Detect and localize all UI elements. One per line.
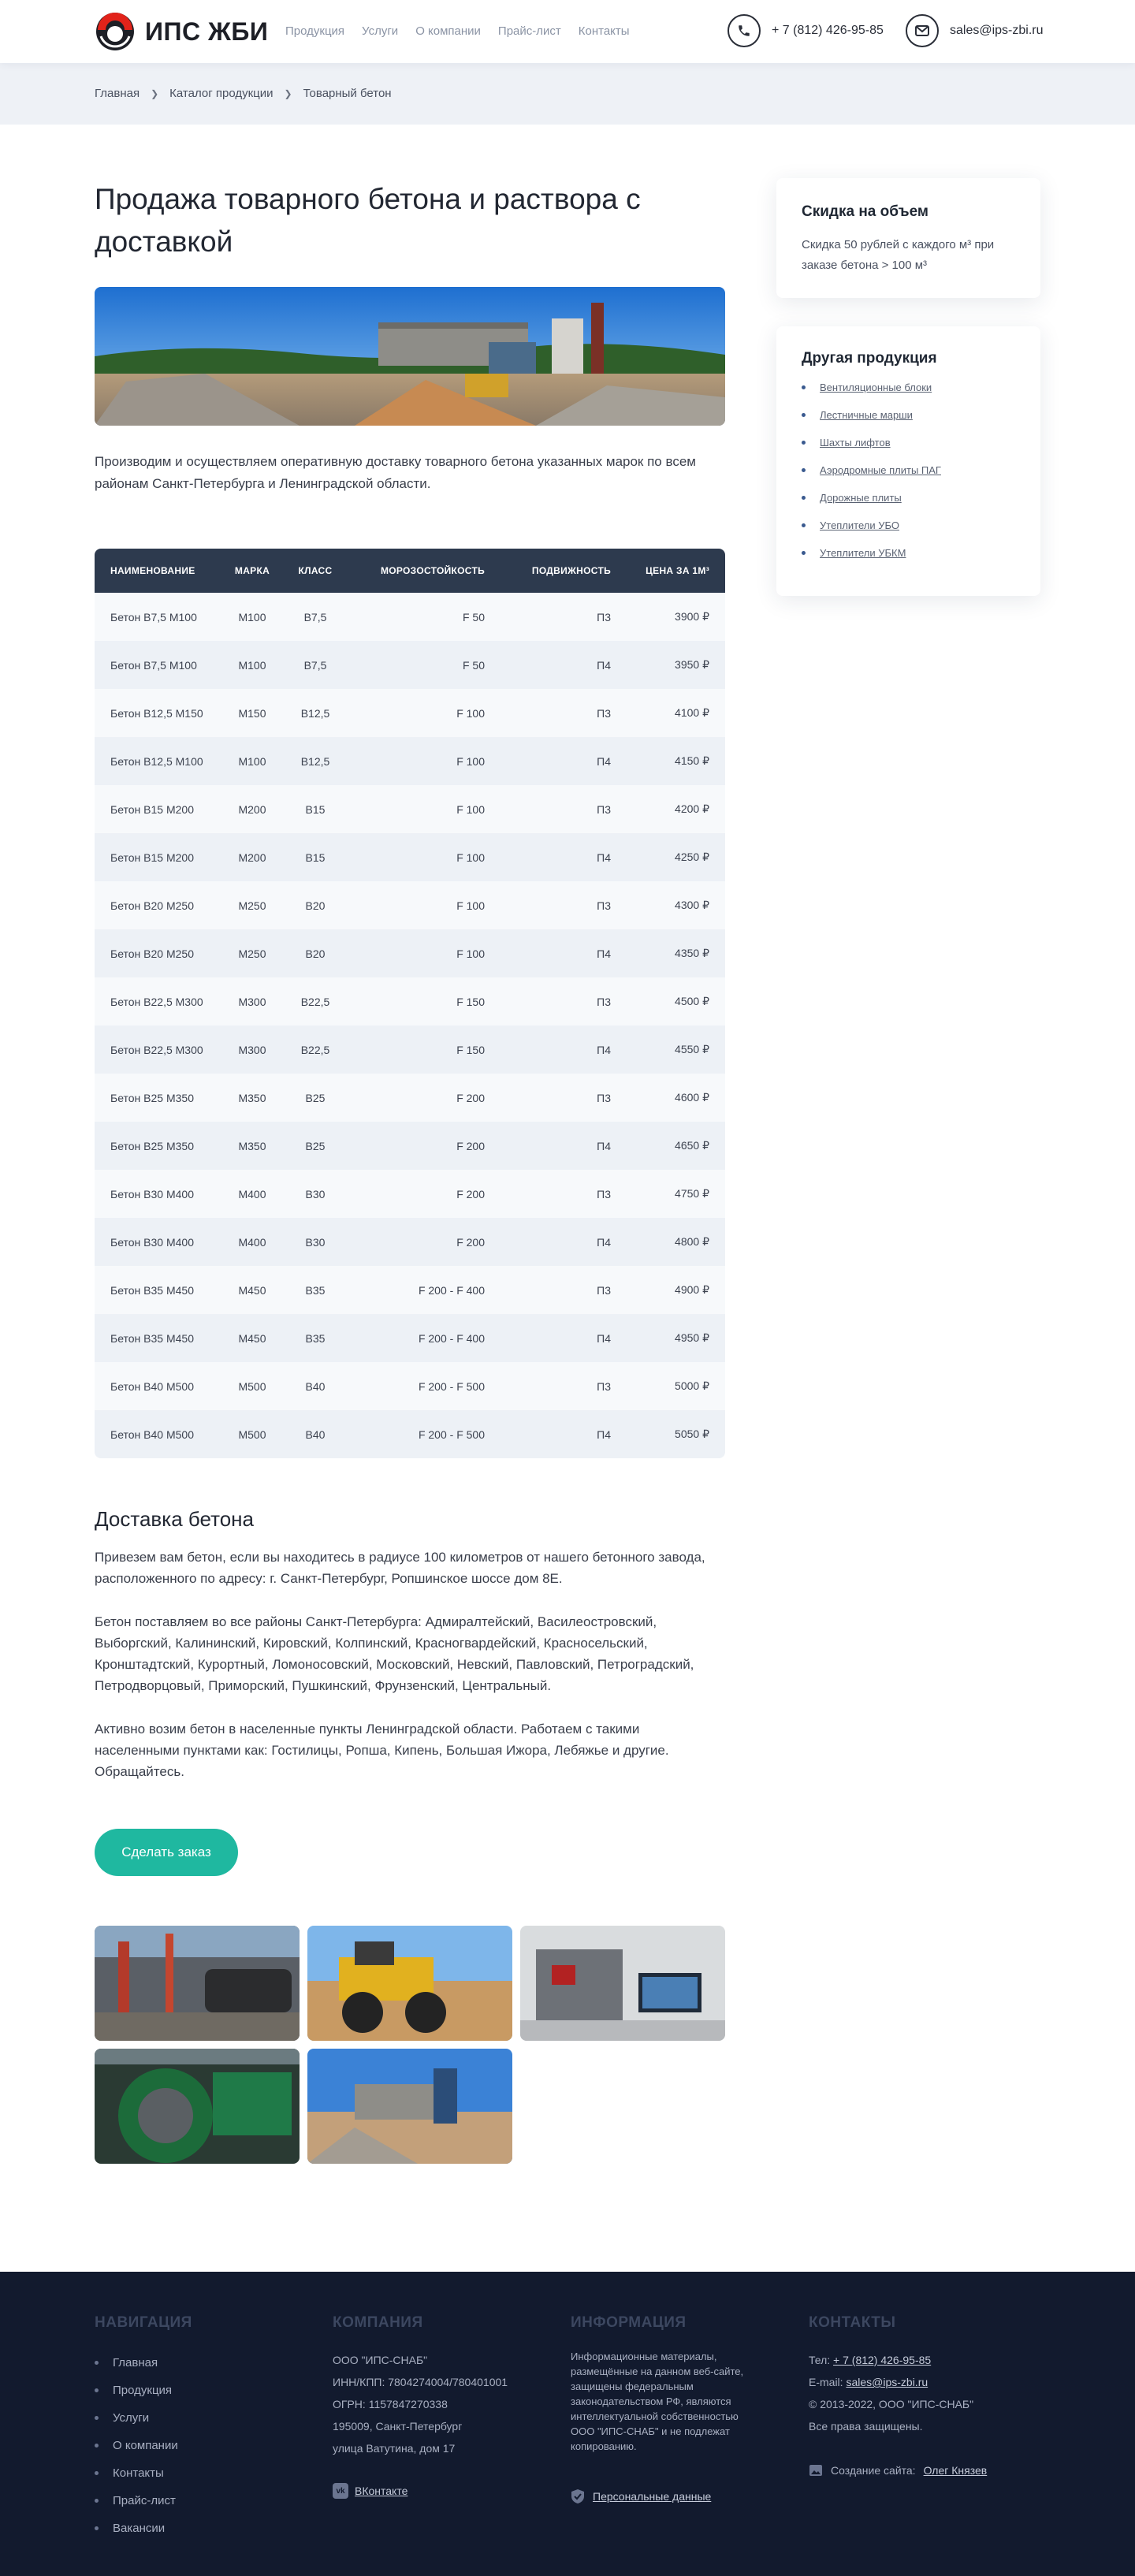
footer-company-title: КОМПАНИЯ — [333, 2314, 423, 2331]
cell-class: В25 — [305, 1139, 326, 1152]
cell-name: Бетон В35 М450 — [110, 1331, 194, 1345]
nav-item-services[interactable]: Услуги — [362, 24, 399, 38]
cell-name: Бетон В15 М200 — [110, 802, 194, 816]
table-row — [95, 1362, 725, 1410]
list-item[interactable] — [802, 456, 1015, 484]
cell-mobility: П4 — [597, 1043, 611, 1056]
cell-mobility: П4 — [597, 1331, 611, 1345]
cell-class: В22,5 — [300, 1043, 330, 1056]
cell-grade: М200 — [238, 802, 266, 816]
cell-name: Бетон В22,5 М300 — [110, 995, 203, 1008]
shield-icon — [571, 2489, 585, 2504]
bullet-icon — [802, 385, 806, 389]
site-credit-link[interactable]: Олег Князев — [923, 2464, 988, 2477]
hero-image — [95, 287, 725, 426]
breadcrumb-home[interactable]: Главная — [95, 87, 140, 100]
bullet-icon — [802, 413, 806, 417]
cell-grade: М350 — [238, 1091, 266, 1104]
footer-nav-item[interactable] — [95, 2377, 192, 2404]
product-link[interactable]: Шахты лифтов — [820, 437, 891, 449]
logo[interactable] — [95, 11, 268, 52]
table-row — [95, 641, 725, 689]
order-button[interactable]: Сделать заказ — [95, 1829, 238, 1876]
cell-frost: F 100 — [456, 947, 485, 960]
footer-nav-item[interactable] — [95, 2432, 192, 2459]
footer-nav-item[interactable] — [95, 2349, 192, 2377]
bullet-icon — [95, 2471, 99, 2475]
cell-mobility: П3 — [597, 995, 611, 1008]
cell-class: В7,5 — [303, 658, 327, 672]
table-row — [95, 1314, 725, 1362]
list-item[interactable] — [802, 429, 1015, 456]
cell-name: Бетон В25 М350 — [110, 1091, 194, 1104]
bullet-icon — [95, 2416, 99, 2420]
footer-nav-label: О компании — [113, 2439, 178, 2452]
product-link[interactable]: Вентиляционные блоки — [820, 382, 932, 393]
site-header — [0, 0, 1135, 63]
personal-data-text: Персональные данные — [593, 2490, 712, 2503]
nav-item-pricelist[interactable]: Прайс-лист — [497, 24, 561, 38]
image-icon — [809, 2464, 823, 2477]
other-products-card — [776, 326, 1040, 596]
cell-frost: F 50 — [462, 658, 485, 672]
col-header-price: ЦЕНА ЗА 1М³ — [646, 565, 709, 576]
company-address-city: 195009, Санкт-Петербург — [333, 2420, 463, 2433]
product-link[interactable]: Утеплители УБКМ — [820, 547, 906, 559]
cell-frost: F 100 — [456, 706, 485, 720]
gallery-photo[interactable] — [95, 2049, 300, 2164]
cell-class: В22,5 — [300, 995, 330, 1008]
table-row — [95, 929, 725, 977]
cell-price: 5000 ₽ — [675, 1379, 709, 1392]
table-row — [95, 689, 725, 737]
other-products-list — [802, 374, 1015, 567]
table-row — [95, 1074, 725, 1122]
cell-name: Бетон В40 М500 — [110, 1428, 194, 1441]
vk-icon: vk — [333, 2483, 348, 2499]
cell-grade: М100 — [238, 658, 266, 672]
vk-link[interactable] — [333, 2480, 545, 2502]
table-row — [95, 1122, 725, 1170]
chevron-right-icon: ❯ — [284, 87, 292, 99]
cell-class: В7,5 — [303, 610, 327, 624]
breadcrumb-current: Товарный бетон — [303, 87, 392, 100]
company-ogrn: ОГРН: 1157847270338 — [333, 2398, 448, 2410]
cell-frost: F 100 — [456, 851, 485, 864]
col-header-mobility: ПОДВИЖНОСТЬ — [531, 565, 611, 576]
footer-nav-label: Продукция — [113, 2384, 173, 2397]
cell-mobility: П4 — [597, 851, 611, 864]
header-phone[interactable] — [728, 14, 884, 47]
company-address-street: улица Ватутина, дом 17 — [333, 2442, 456, 2455]
site-credit — [809, 2459, 1037, 2481]
cell-name: Бетон В22,5 М300 — [110, 1043, 203, 1056]
phone-icon — [728, 14, 761, 47]
bullet-icon — [802, 496, 806, 500]
footer-phone-label: Тел: — [809, 2354, 831, 2366]
cell-price: 4900 ₽ — [675, 1283, 709, 1296]
cell-price: 5050 ₽ — [675, 1428, 709, 1440]
cell-mobility: П4 — [597, 1428, 611, 1441]
cell-frost: F 200 — [456, 1235, 485, 1249]
gallery-photo[interactable] — [520, 1926, 725, 2041]
cell-class: В25 — [305, 1091, 326, 1104]
col-header-frost: МОРОЗОСТОЙКОСТЬ — [380, 565, 485, 576]
product-link[interactable]: Аэродромные плиты ПАГ — [820, 464, 941, 476]
table-row — [95, 833, 725, 881]
breadcrumb-catalog[interactable]: Каталог продукции — [169, 87, 274, 100]
cell-class: В35 — [305, 1331, 326, 1345]
company-inn: ИНН/КПП: 7804274004/780401001 — [333, 2376, 508, 2388]
cell-grade: М150 — [238, 706, 266, 720]
footer-phone-link[interactable]: + 7 (812) 426-95-85 — [833, 2354, 932, 2366]
cell-name: Бетон В30 М400 — [110, 1235, 194, 1249]
table-body — [95, 593, 725, 1458]
footer-nav-label: Контакты — [113, 2466, 164, 2480]
personal-data-link[interactable] — [571, 2485, 764, 2507]
cell-class: В35 — [305, 1283, 326, 1297]
cell-grade: М450 — [238, 1331, 266, 1345]
logo-icon — [95, 11, 136, 52]
cell-name: Бетон В12,5 М100 — [110, 754, 203, 768]
cell-name: Бетон В15 М200 — [110, 851, 194, 864]
cell-frost: F 150 — [456, 995, 485, 1008]
footer-email-link[interactable]: sales@ips-zbi.ru — [846, 2376, 928, 2388]
bullet-icon — [802, 441, 806, 445]
nav-item-products[interactable]: Продукция — [285, 24, 345, 38]
cell-mobility: П4 — [597, 658, 611, 672]
cell-class: В40 — [305, 1428, 326, 1441]
cell-price: 4300 ₽ — [675, 899, 709, 911]
bullet-icon — [95, 2444, 99, 2448]
product-link[interactable]: Дорожные плиты — [820, 492, 902, 504]
footer-info-column — [571, 2314, 764, 2507]
footer-nav-item[interactable] — [95, 2487, 192, 2515]
header-phone-text: + 7 (812) 426-95-85 — [772, 24, 884, 37]
cell-frost: F 100 — [456, 754, 485, 768]
cell-grade: М500 — [238, 1428, 266, 1441]
cell-class: В30 — [305, 1187, 326, 1201]
cell-name: Бетон В35 М450 — [110, 1283, 194, 1297]
cell-grade: М400 — [238, 1235, 266, 1249]
table-row — [95, 881, 725, 929]
footer-info-title: ИНФОРМАЦИЯ — [571, 2314, 687, 2331]
delivery-title: Доставка бетона — [95, 1507, 254, 1531]
cell-mobility: П3 — [597, 1091, 611, 1104]
site-footer — [0, 2272, 1135, 2576]
cell-mobility: П3 — [597, 899, 611, 912]
footer-contacts-title: КОНТАКТЫ — [809, 2314, 896, 2331]
cell-price: 4150 ₽ — [675, 754, 709, 767]
footer-nav-label: Прайс-лист — [113, 2494, 176, 2507]
header-email[interactable] — [906, 14, 1044, 47]
product-link[interactable]: Лестничные марши — [820, 409, 913, 421]
table-row — [95, 737, 725, 785]
table-row — [95, 1170, 725, 1218]
cell-price: 4550 ₽ — [675, 1043, 709, 1055]
cell-class: В20 — [305, 899, 326, 912]
cell-grade: М450 — [238, 1283, 266, 1297]
bullet-icon — [802, 551, 806, 555]
col-header-class: КЛАСС — [298, 565, 333, 576]
nav-item-contacts[interactable]: Контакты — [578, 24, 630, 38]
footer-nav-item[interactable] — [95, 2459, 192, 2487]
cell-price: 4500 ₽ — [675, 995, 709, 1007]
delivery-region-paragraph: Активно возим бетон в населенные пункты Ленинградской области. Работаем с такими населенными пунктами как: Гостилицы, Ропша, Кипень, Большая Ижора, Лебяжье и другие. Обращайтесь. — [95, 1722, 669, 1779]
cell-frost: F 100 — [456, 899, 485, 912]
header-email-text: sales@ips-zbi.ru — [950, 24, 1044, 37]
cell-frost: F 100 — [456, 802, 485, 816]
table-row — [95, 593, 725, 641]
table-header-row — [95, 549, 725, 593]
table-row — [95, 1218, 725, 1266]
cell-price: 3900 ₽ — [675, 610, 709, 623]
list-item[interactable] — [802, 401, 1015, 429]
table-row — [95, 1266, 725, 1314]
gallery-photo[interactable] — [307, 2049, 512, 2164]
breadcrumb-bar — [0, 63, 1135, 125]
cell-name: Бетон В20 М250 — [110, 947, 194, 960]
cell-frost: F 200 — [456, 1139, 485, 1152]
cell-price: 4650 ₽ — [675, 1139, 709, 1152]
bullet-icon — [802, 523, 806, 527]
cell-price: 4750 ₽ — [675, 1187, 709, 1200]
cell-mobility: П4 — [597, 754, 611, 768]
bullet-icon — [95, 2388, 99, 2392]
cell-mobility: П3 — [597, 1187, 611, 1201]
footer-rights: Все права защищены. — [809, 2420, 923, 2433]
cell-frost: F 150 — [456, 1043, 485, 1056]
cell-mobility: П4 — [597, 1139, 611, 1152]
cell-price: 4200 ₽ — [675, 802, 709, 815]
delivery-paragraph: Привезем вам бетон, если вы находитесь в радиусе 100 километров от нашего бетонного завода, расположенного по адресу: г. Санкт-Петербург, Ропшинское шоссе дом 8Е. — [95, 1550, 705, 1586]
cell-mobility: П4 — [597, 1235, 611, 1249]
footer-nav-label: Услуги — [113, 2411, 150, 2425]
site-credit-label: Создание сайта: — [831, 2464, 916, 2477]
bullet-icon — [95, 2499, 99, 2503]
nav-item-about[interactable]: О компании — [415, 24, 481, 38]
cell-grade: М100 — [238, 610, 266, 624]
cell-class: В15 — [305, 802, 326, 816]
cell-grade: М300 — [238, 995, 266, 1008]
list-item[interactable] — [802, 484, 1015, 512]
product-link[interactable]: Утеплители УБО — [820, 519, 900, 531]
cell-frost: F 50 — [462, 610, 485, 624]
cell-price: 3950 ₽ — [675, 658, 709, 671]
cell-frost: F 200 - F 400 — [418, 1331, 485, 1345]
footer-nav-list — [95, 2349, 192, 2542]
company-name: ООО "ИПС-СНАБ" — [333, 2354, 428, 2366]
bullet-icon — [95, 2526, 99, 2530]
cell-name: Бетон В30 М400 — [110, 1187, 194, 1201]
footer-phone — [809, 2349, 1037, 2371]
col-header-grade: МАРКА — [234, 565, 270, 576]
intro-text: Производим и осуществляем оперативную доставку товарного бетона указанных марок по всем районам Санкт-Петербурга и Ленинградской области. — [95, 454, 696, 491]
footer-nav-title: НАВИГАЦИЯ — [95, 2314, 192, 2331]
table-row — [95, 977, 725, 1026]
cell-grade: М250 — [238, 947, 266, 960]
cell-mobility: П3 — [597, 610, 611, 624]
cell-name: Бетон В40 М500 — [110, 1379, 194, 1393]
footer-nav-item[interactable] — [95, 2404, 192, 2432]
table-row — [95, 1026, 725, 1074]
footer-copyright: © 2013-2022, ООО "ИПС-СНАБ" — [809, 2398, 974, 2410]
page-title: Продажа товарного бетона и раствора с доставкой — [95, 183, 641, 258]
chevron-right-icon: ❯ — [151, 87, 159, 99]
logo-text: ИПС ЖБИ — [145, 17, 269, 46]
cell-class: В12,5 — [300, 754, 330, 768]
bullet-icon — [95, 2361, 99, 2365]
table-row — [95, 1410, 725, 1458]
cell-price: 4100 ₽ — [675, 706, 709, 719]
gallery-photo[interactable] — [95, 1926, 300, 2041]
footer-nav-label: Главная — [113, 2356, 158, 2369]
cell-grade: М100 — [238, 754, 266, 768]
price-table — [95, 549, 725, 1458]
cell-grade: М200 — [238, 851, 266, 864]
cell-frost: F 200 - F 500 — [418, 1428, 485, 1441]
other-products-title: Другая продукция — [802, 350, 937, 367]
cell-mobility: П3 — [597, 1283, 611, 1297]
footer-nav-label: Вакансии — [113, 2522, 166, 2535]
cell-grade: М350 — [238, 1139, 266, 1152]
cell-grade: М250 — [238, 899, 266, 912]
footer-email-label: E-mail: — [809, 2376, 843, 2388]
cell-frost: F 200 - F 400 — [418, 1283, 485, 1297]
cell-price: 4350 ₽ — [675, 947, 709, 959]
cell-frost: F 200 — [456, 1187, 485, 1201]
cell-name: Бетон В7,5 М100 — [110, 610, 197, 624]
col-header-name: НАИМЕНОВАНИЕ — [110, 565, 195, 576]
cell-price: 4600 ₽ — [675, 1091, 709, 1104]
footer-contacts-column — [809, 2314, 1037, 2481]
discount-card — [776, 178, 1040, 298]
list-item[interactable] — [802, 539, 1015, 567]
cell-mobility: П3 — [597, 706, 611, 720]
delivery-districts-paragraph: Бетон поставляем во все районы Санкт-Петербурга: Адмиралтейский, Василеостровский, Выборгский, Калининский, Кировский, Колпинский, Красногвардейский, Красносельский, Кронштадтский, Курортный, Ломоносовский, Московский, Невский, Павловский, Петроградский, Петродворцовый, Приморский, Пушкинский, Фрунзенский, Центральный. — [95, 1614, 694, 1693]
cell-grade: М400 — [238, 1187, 266, 1201]
cell-price: 4250 ₽ — [675, 851, 709, 863]
cell-mobility: П3 — [597, 802, 611, 816]
cell-name: Бетон В7,5 М100 — [110, 658, 197, 672]
footer-nav-item[interactable] — [95, 2515, 192, 2542]
breadcrumb — [95, 87, 392, 100]
cell-mobility: П4 — [597, 947, 611, 960]
main-nav — [285, 24, 630, 38]
cell-grade: М500 — [238, 1379, 266, 1393]
bullet-icon — [802, 468, 806, 472]
list-item[interactable] — [802, 512, 1015, 539]
cell-name: Бетон В25 М350 — [110, 1139, 194, 1152]
list-item[interactable] — [802, 374, 1015, 401]
cell-price: 4800 ₽ — [675, 1235, 709, 1248]
cell-class: В12,5 — [300, 706, 330, 720]
footer-email — [809, 2371, 1037, 2393]
cell-name: Бетон В12,5 М150 — [110, 706, 203, 720]
cell-frost: F 200 — [456, 1091, 485, 1104]
copyright-notice: Информационные материалы, размещённые на данном веб-сайте, защищены федеральным законодательством РФ, являются интеллектуальной собственностью ООО "ИПС-СНАБ" и не подлежат копированию. — [571, 2351, 744, 2452]
footer-company-column — [333, 2314, 545, 2502]
cell-frost: F 200 - F 500 — [418, 1379, 485, 1393]
discount-text: Скидка 50 рублей с каждого м³ при заказе бетона > 100 м³ — [802, 238, 995, 272]
vk-link-text: ВКонтакте — [355, 2485, 408, 2497]
mail-icon — [906, 14, 939, 47]
cell-price: 4950 ₽ — [675, 1331, 709, 1344]
cell-class: В15 — [305, 851, 326, 864]
cell-class: В40 — [305, 1379, 326, 1393]
discount-title: Скидка на объем — [802, 203, 928, 220]
cell-class: В20 — [305, 947, 326, 960]
gallery-photo[interactable] — [307, 1926, 512, 2041]
footer-nav-column — [95, 2314, 192, 2542]
cell-grade: М300 — [238, 1043, 266, 1056]
table-row — [95, 785, 725, 833]
cell-name: Бетон В20 М250 — [110, 899, 194, 912]
cell-mobility: П3 — [597, 1379, 611, 1393]
cell-class: В30 — [305, 1235, 326, 1249]
